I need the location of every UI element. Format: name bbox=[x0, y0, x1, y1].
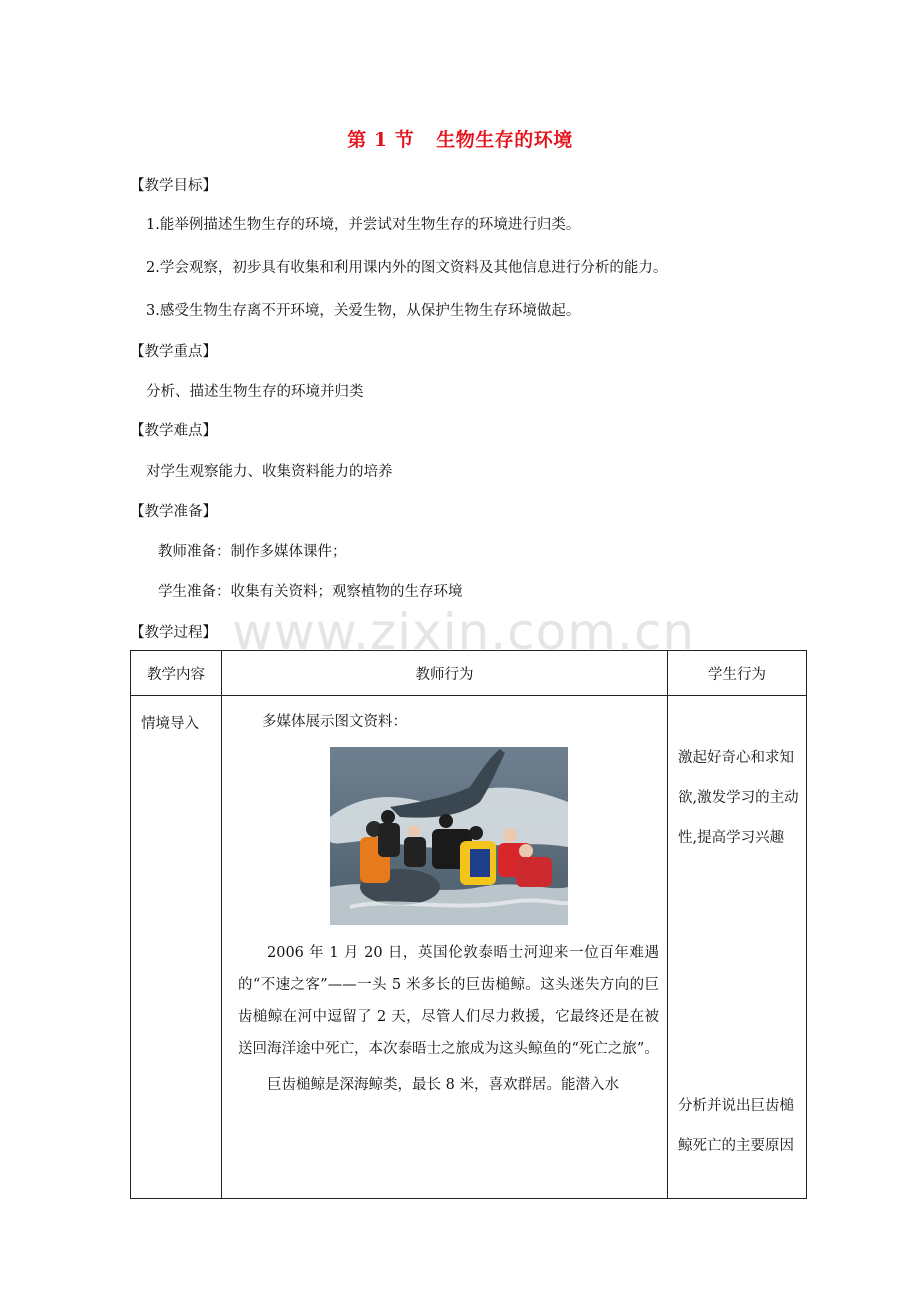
key-points-heading: 【教学重点】 bbox=[130, 344, 217, 360]
teacher-cell bbox=[222, 696, 668, 1199]
objective-item: 3.感受生物生存离不开环境，关爱生物，从保护生物生存环境做起。 bbox=[146, 303, 581, 319]
content-cell bbox=[131, 696, 222, 1199]
section-number: 第 1 节 bbox=[347, 129, 415, 151]
student-behavior: 分析并说出巨齿槌鲸死亡的主要原因 bbox=[678, 1098, 794, 1154]
student-behavior: 激起好奇心和求知欲,激发学习的主动性,提高学习兴趣 bbox=[678, 750, 799, 846]
teacher-paragraph: 2006 年 1 月 20 日，英国伦敦泰晤士河迎来一位百年难遇的“不速之客”——一头 5 米多长的巨齿槌鲸。这头迷失方向的巨齿槌鲸在河中逗留了 2 天，尽管人们尽力救援，它最终还是在被送回海洋途中死亡，本次泰晤士之旅成为这头鲸鱼的“死亡之旅”。 bbox=[238, 945, 659, 1057]
column-header: 教学内容 bbox=[131, 651, 222, 696]
watermark: www.zixin.com.cn bbox=[232, 603, 696, 661]
whale-rescue-photo bbox=[330, 747, 568, 925]
teacher-preparation: 教师准备：制作多媒体课件； bbox=[158, 544, 347, 560]
table-row bbox=[131, 696, 807, 1199]
teacher-paragraph: 巨齿槌鲸是深海鲸类，最长 8 米，喜欢群居。能潜入水 bbox=[267, 1077, 619, 1093]
column-header: 学生行为 bbox=[668, 651, 807, 696]
objectives-heading: 【教学目标】 bbox=[130, 178, 217, 194]
key-points-text: 分析、描述生物生存的环境并归类 bbox=[146, 384, 364, 400]
objective-item: 1.能举例描述生物生存的环境，并尝试对生物生存的环境进行归类。 bbox=[146, 217, 581, 233]
content-label: 情境导入 bbox=[141, 716, 199, 732]
table-header-row bbox=[131, 651, 807, 696]
difficulties-heading: 【教学难点】 bbox=[130, 423, 217, 439]
teacher-intro: 多媒体展示图文资料： bbox=[262, 714, 407, 730]
objective-item: 2.学会观察，初步具有收集和利用课内外的图文资料及其他信息进行分析的能力。 bbox=[146, 260, 668, 276]
preparation-heading: 【教学准备】 bbox=[130, 504, 217, 520]
student-cell bbox=[668, 696, 807, 1199]
student-preparation: 学生准备：收集有关资料；观察植物的生存环境 bbox=[158, 584, 463, 600]
section-name: 生物生存的环境 bbox=[436, 129, 573, 151]
difficulties-text: 对学生观察能力、收集资料能力的培养 bbox=[146, 464, 393, 480]
page-title bbox=[0, 125, 920, 152]
process-table bbox=[130, 650, 807, 1199]
column-header: 教师行为 bbox=[222, 651, 668, 696]
process-heading: 【教学过程】 bbox=[130, 625, 217, 641]
